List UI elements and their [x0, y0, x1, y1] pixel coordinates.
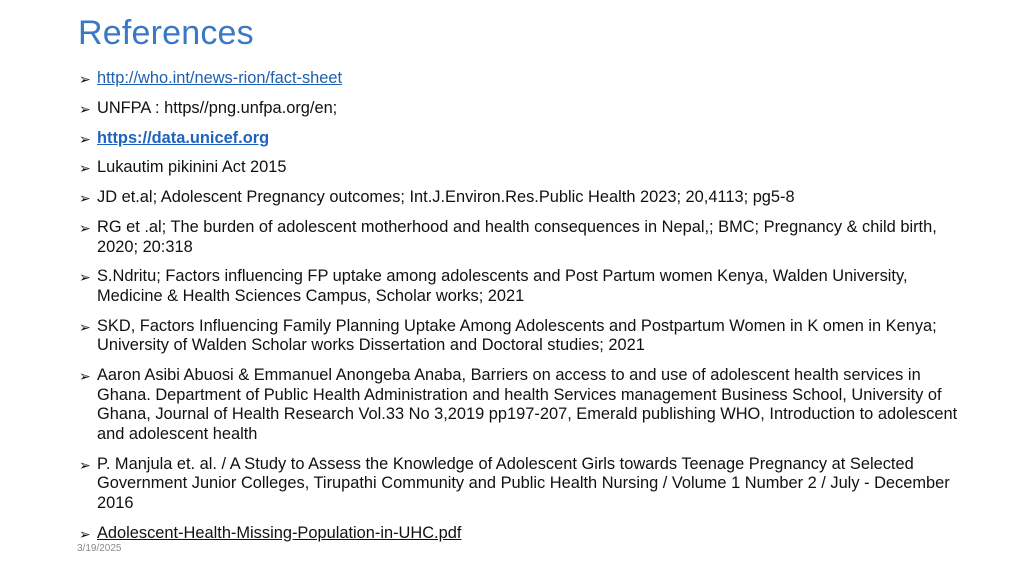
- reference-item: [79, 366, 959, 444]
- reference-item: [79, 267, 959, 306]
- reference-text: UNFPA : https//png.unfpa.org/en;: [97, 98, 338, 117]
- reference-item: [79, 524, 959, 544]
- arrow-bullet-icon: ➢: [79, 100, 91, 117]
- reference-item: [79, 455, 959, 514]
- reference-item: [79, 188, 959, 208]
- arrow-bullet-icon: ➢: [79, 160, 91, 177]
- reference-text: S.Ndritu; Factors influencing FP uptake among adolescents and Post Partum women Kenya, Walden University, Medicine & Health Sciences Campus, Scholar works; 2021: [97, 267, 908, 305]
- reference-link-unicef[interactable]: https://data.unicef.org: [97, 128, 270, 147]
- arrow-bullet-icon: ➢: [79, 456, 91, 473]
- arrow-bullet-icon: ➢: [79, 190, 91, 207]
- reference-list: [79, 69, 959, 553]
- reference-item: [79, 158, 959, 178]
- reference-text: SKD, Factors Influencing Family Planning Uptake Among Adolescents and Postpartum Women in K omen in Kenya; University of Walden Scholar works Dissertation and Doctoral studies; 2021: [97, 316, 937, 355]
- arrow-bullet-icon: ➢: [79, 318, 91, 335]
- reference-item: [79, 129, 959, 149]
- reference-link-pdf[interactable]: Adolescent-Health-Missing-Population-in-UHC.pdf: [97, 523, 462, 542]
- arrow-bullet-icon: ➢: [79, 525, 91, 542]
- reference-text: RG et .al; The burden of adolescent motherhood and health consequences in Nepal,; BMC; Pregnancy & child birth, 2020; 20:318: [97, 217, 937, 256]
- arrow-bullet-icon: ➢: [79, 71, 91, 87]
- arrow-bullet-icon: ➢: [79, 130, 91, 147]
- arrow-bullet-icon: ➢: [79, 219, 91, 236]
- reference-item: [79, 99, 959, 119]
- arrow-bullet-icon: ➢: [79, 368, 91, 385]
- reference-item: [79, 317, 959, 356]
- arrow-bullet-icon: ➢: [79, 269, 91, 286]
- reference-text: Aaron Asibi Abuosi & Emmanuel Anongeba Anaba, Barriers on access to and use of adolescent health services in Ghana. Department of Public Health Administration and health Services management Business School, University of Ghana, Journal of Health Research Vol.33 No 3,2019 pp197-207, Emerald publishing WHO, Introduction to adolescent and adolescent health: [97, 366, 958, 443]
- reference-text: Lukautim pikinini Act 2015: [97, 158, 287, 177]
- reference-text: P. Manjula et. al. / A Study to Assess the Knowledge of Adolescent Girls towards Teenage Pregnancy at Selected Government Junior Colleges, Tirupathi Community and Public Health Nursing / Volume 1 Number 2 / July - December 2016: [97, 454, 950, 512]
- slide-title: References: [78, 14, 254, 52]
- reference-item: [79, 69, 959, 89]
- reference-text: JD et.al; Adolescent Pregnancy outcomes; Int.J.Environ.Res.Public Health 2023; 20,4113; pg5-8: [97, 188, 795, 207]
- reference-item: [79, 218, 959, 257]
- reference-link-who[interactable]: http://who.int/news-rion/fact-sheet: [97, 69, 343, 87]
- slide-date: 3/19/2025: [77, 543, 122, 554]
